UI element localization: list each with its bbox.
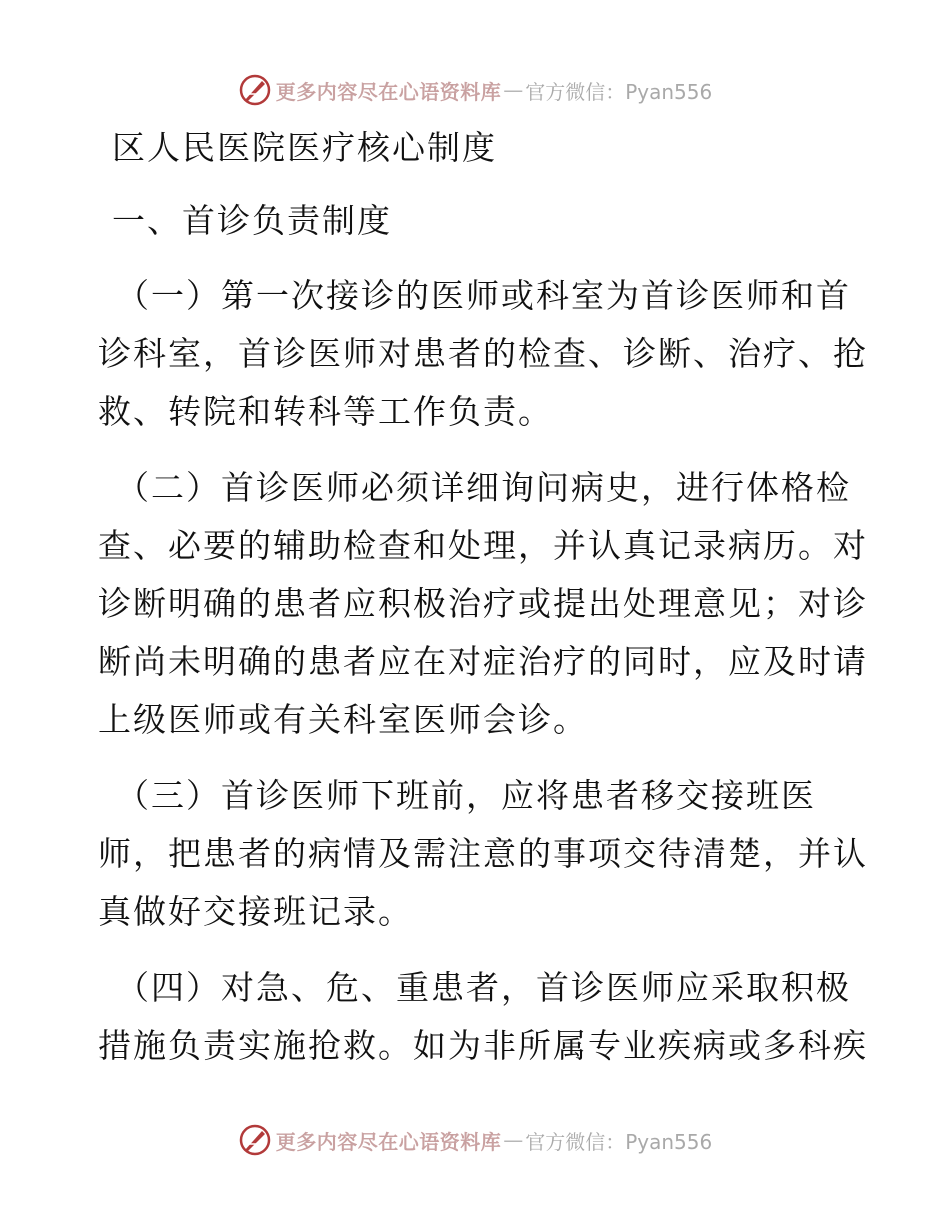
watermark-site-text: 更多内容尽在心语资料库	[275, 1129, 502, 1154]
paragraph-line: 断尚未明确的患者应在对症治疗的同时，应及时请	[98, 642, 868, 681]
watermark-separator: —	[503, 78, 524, 102]
watermark-site-text: 更多内容尽在心语资料库	[275, 79, 502, 104]
watermark-contact: 官方微信：Pyan556	[525, 1129, 713, 1154]
paragraph-line: 措施负责实施抢救。如为非所属专业疾病或多科疾	[98, 1026, 868, 1065]
watermark-separator: —	[503, 1128, 524, 1152]
paragraph-line: 真做好交接班记录。	[98, 892, 413, 931]
paragraph-line: 诊科室，首诊医师对患者的检查、诊断、治疗、抢	[98, 334, 868, 373]
paragraph-line: 救、转院和转科等工作负责。	[98, 392, 553, 431]
paragraph-line: 师，把患者的病情及需注意的事项交待清楚，并认	[98, 834, 868, 873]
feather-logo-icon	[238, 1123, 272, 1157]
paragraph-line: （四）对急、危、重患者，首诊医师应采取积极	[116, 968, 851, 1007]
document-title: 区人民医院医疗核心制度	[112, 128, 497, 167]
watermark-contact: 官方微信：Pyan556	[525, 79, 713, 104]
paragraph-line: （二）首诊医师必须详细询问病史，进行体格检	[116, 468, 851, 507]
feather-logo-icon	[238, 73, 272, 107]
header-watermark	[0, 70, 950, 110]
paragraph-line: 上级医师或有关科室医师会诊。	[98, 700, 588, 739]
section-heading: 一、首诊负责制度	[112, 201, 392, 240]
paragraph-line: （三）首诊医师下班前，应将患者移交接班医	[116, 776, 816, 815]
footer-watermark	[0, 1120, 950, 1160]
paragraph-line: 诊断明确的患者应积极治疗或提出处理意见；对诊	[98, 584, 868, 623]
paragraph-line: （一）第一次接诊的医师或科室为首诊医师和首	[116, 276, 851, 315]
paragraph-line: 查、必要的辅助检查和处理，并认真记录病历。对	[98, 526, 868, 565]
